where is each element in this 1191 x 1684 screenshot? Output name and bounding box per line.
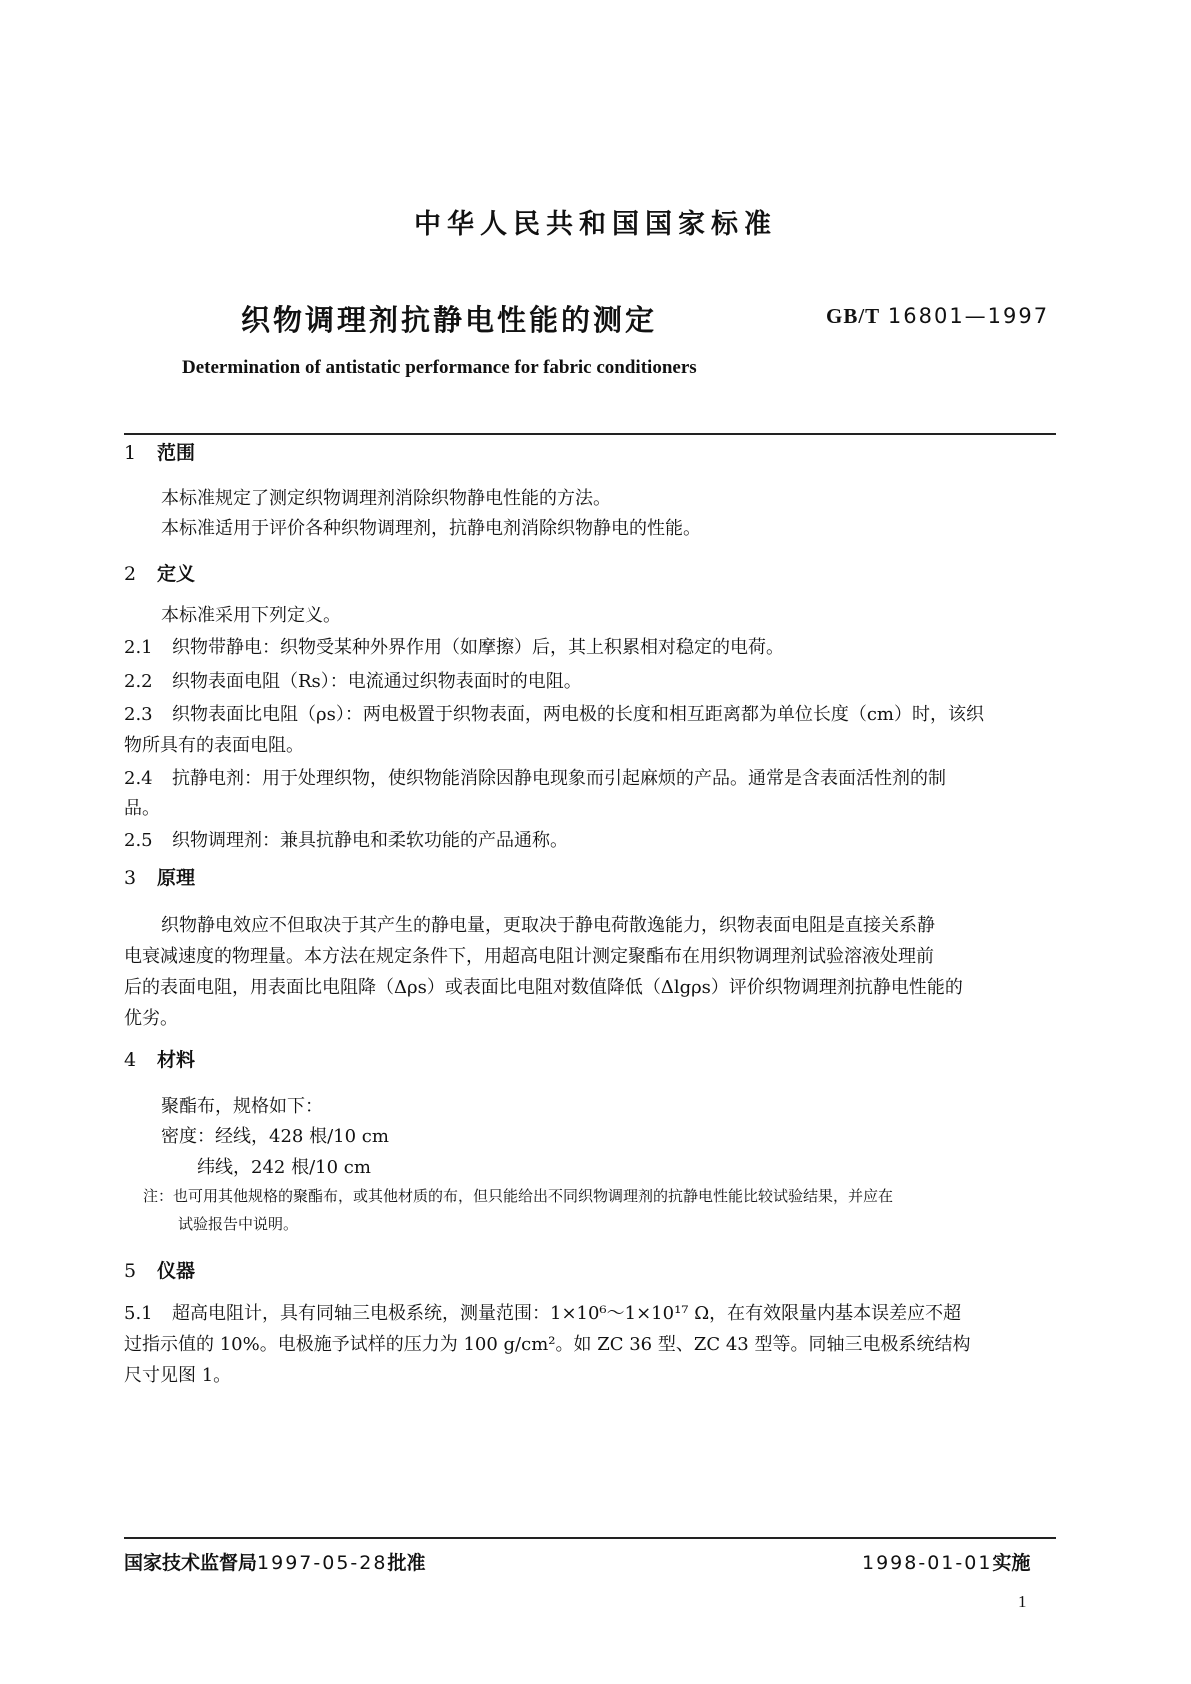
clause-number: 2.1 bbox=[124, 637, 153, 658]
english-title: Determination of antistatic performance for fabric conditioners bbox=[182, 357, 697, 378]
section-title: 范围 bbox=[157, 442, 196, 464]
section-number: 5 bbox=[124, 1260, 137, 1282]
section-title: 材料 bbox=[157, 1049, 196, 1071]
section-3-line-2: 电衰减速度的物理量。本方法在规定条件下，用超高电阻计测定聚酯布在用织物调理剂试验溶液处理前 bbox=[124, 946, 934, 967]
approval-date: 1997-05-28 bbox=[257, 1552, 388, 1574]
definition-2-3-continued: 物所具有的表面电阻。 bbox=[124, 735, 304, 756]
section-number: 3 bbox=[124, 867, 137, 889]
top-divider bbox=[124, 433, 1056, 435]
definition-2-2 bbox=[124, 667, 582, 693]
section-4-note-line-2: 试验报告中说明。 bbox=[178, 1215, 299, 1233]
section-4-line-1: 聚酯布，规格如下： bbox=[161, 1096, 323, 1117]
clause-number: 5.1 bbox=[124, 1303, 153, 1324]
section-2-heading bbox=[124, 559, 195, 586]
approval-line bbox=[124, 1548, 425, 1575]
section-title: 原理 bbox=[157, 867, 196, 889]
definition-2-5 bbox=[124, 826, 568, 852]
definition-2-4 bbox=[124, 764, 946, 790]
clause-5-1 bbox=[124, 1299, 961, 1325]
section-5-heading bbox=[124, 1256, 195, 1283]
clause-text: 抗静电剂：用于处理织物，使织物能消除因静电现象而引起麻烦的产品。通常是含表面活性剂的制 bbox=[172, 768, 946, 789]
implementation-label: 实施 bbox=[992, 1552, 1031, 1574]
section-1-heading bbox=[124, 438, 195, 465]
issuing-authority: 国家技术监督局 bbox=[124, 1552, 258, 1574]
section-1-paragraph-2: 本标准适用于评价各种织物调理剂，抗静电剂消除织物静电的性能。 bbox=[161, 518, 701, 539]
section-number: 4 bbox=[124, 1049, 137, 1071]
clause-text: 织物调理剂：兼具抗静电和柔软功能的产品通称。 bbox=[172, 830, 568, 851]
clause-text: 织物带静电：织物受某种外界作用（如摩擦）后，其上积累相对稳定的电荷。 bbox=[172, 637, 784, 658]
document-title: 织物调理剂抗静电性能的测定 bbox=[241, 303, 658, 337]
national-standard-header: 中华人民共和国国家标准 bbox=[414, 209, 777, 240]
clause-number: 2.4 bbox=[124, 768, 153, 789]
approval-label: 批准 bbox=[387, 1552, 426, 1574]
section-4-note-line-1: 注：也可用其他规格的聚酯布，或其他材质的布，但只能给出不同织物调理剂的抗静电性能比较试验结果，并应在 bbox=[143, 1187, 894, 1205]
section-number: 2 bbox=[124, 563, 137, 585]
clause-5-1-continued-2: 尺寸见图 1。 bbox=[124, 1365, 232, 1386]
section-2-intro: 本标准采用下列定义。 bbox=[161, 605, 341, 626]
section-3-line-4: 优劣。 bbox=[124, 1008, 178, 1029]
standard-prefix: GB/T bbox=[826, 304, 881, 328]
clause-number: 2.5 bbox=[124, 830, 153, 851]
page-number: 1 bbox=[1018, 1592, 1027, 1611]
section-4-heading bbox=[124, 1045, 195, 1072]
section-4-weft-density: 纬线，242 根/10 cm bbox=[197, 1157, 371, 1178]
implementation-line bbox=[862, 1548, 1030, 1575]
section-title: 仪器 bbox=[157, 1260, 196, 1282]
section-1-paragraph-1: 本标准规定了测定织物调理剂消除织物静电性能的方法。 bbox=[161, 488, 611, 509]
standard-code: 16801—1997 bbox=[887, 304, 1050, 328]
clause-5-1-continued-1: 过指示值的 10%。电极施予试样的压力为 100 g/cm²。如 ZC 36 型、ZC 43 型等。同轴三电极系统结构 bbox=[124, 1334, 971, 1355]
section-4-warp-density: 密度：经线，428 根/10 cm bbox=[161, 1126, 389, 1147]
clause-text: 织物表面比电阻（ρs）：两电极置于织物表面，两电极的长度和相互距离都为单位长度（cm）时，该织 bbox=[172, 704, 984, 725]
clause-text: 超高电阻计，具有同轴三电极系统，测量范围：1×10⁶～1×10¹⁷ Ω，在有效限量内基本误差应不超 bbox=[172, 1303, 962, 1324]
clause-number: 2.2 bbox=[124, 671, 153, 692]
section-title: 定义 bbox=[157, 563, 196, 585]
section-number: 1 bbox=[124, 442, 137, 464]
bottom-divider bbox=[124, 1537, 1056, 1539]
clause-number: 2.3 bbox=[124, 704, 153, 725]
implementation-date: 1998-01-01 bbox=[862, 1552, 993, 1574]
clause-text: 织物表面电阻（Rs）：电流通过织物表面时的电阻。 bbox=[172, 671, 582, 692]
section-3-line-1: 织物静电效应不但取决于其产生的静电量，更取决于静电荷散逸能力，织物表面电阻是直接关系静 bbox=[161, 915, 935, 936]
section-3-line-3: 后的表面电阻，用表面比电阻降（Δρs）或表面比电阻对数值降低（Δlgρs）评价织物调理剂抗静电性能的 bbox=[124, 977, 963, 998]
standard-number bbox=[826, 304, 1049, 329]
section-3-heading bbox=[124, 863, 195, 890]
definition-2-3 bbox=[124, 700, 984, 726]
definition-2-4-continued: 品。 bbox=[124, 798, 160, 819]
definition-2-1 bbox=[124, 633, 784, 659]
